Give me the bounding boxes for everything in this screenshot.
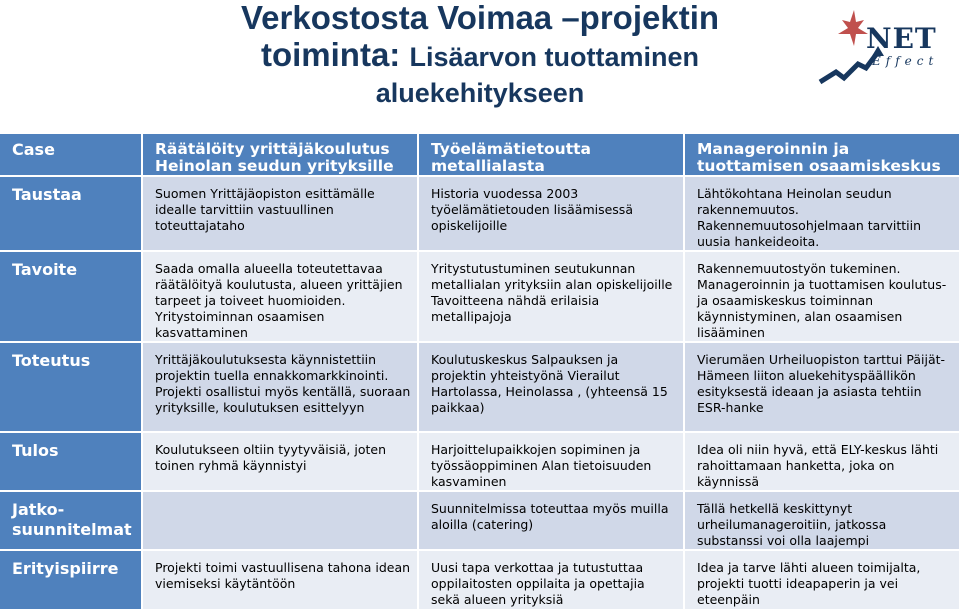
table-cell: Suomen Yrittäjäopiston esittämälle idealle tarvittiin vastuullinen toteuttajataho — [142, 176, 418, 251]
table-cell: Suunnitelmissa toteuttaa myös muilla aloilla (catering) — [418, 491, 684, 550]
table-row — [0, 432, 960, 491]
title-subtitle: Lisäarvon tuottaminen — [409, 42, 700, 72]
row-header: Taustaa — [0, 176, 142, 251]
table-cell: Idea ja tarve lähti alueen toimijalta, projekti tuotti ideapaperin ja vei eteenpäin — [684, 550, 960, 610]
row-header: Erityispiirre — [0, 550, 142, 610]
table-cell: Yrittäjäkoulutuksesta käynnistettiin projektin tuella ennakkomarkkinointi. Projekti osallistui myös kentällä, suoraan yrityksille, koulutuksen esittelyyn — [142, 342, 418, 432]
table-cell: Uusi tapa verkottaa ja tutustuttaa oppilaitosten oppilaita ja opettajia sekä alueen yrityksiä — [418, 550, 684, 610]
title-line-1: Verkostosta Voimaa –projektin — [240, 0, 720, 36]
table-cell: Historia vuodessa 2003 työelämätietouden lisäämisessä opiskelijoille — [418, 176, 684, 251]
table-row — [0, 342, 960, 432]
table-cell: Projekti toimi vastuullisena tahona idean viemiseksi käytäntöön — [142, 550, 418, 610]
table-cell: Harjoittelupaikkojen sopiminen ja työssäoppiminen Alan tietoisuuden kasvaminen — [418, 432, 684, 491]
column-header: Räätälöity yrittäjäkoulutus Heinolan seudun yrityksille — [142, 134, 418, 176]
table-cell: Rakennemuutostyön tukeminen. Manageroinnin ja tuottamisen koulutus- ja osaamiskeskus toiminnan käynnistyminen, alan osaamisen lisääminen — [684, 251, 960, 342]
page-title — [150, 0, 810, 110]
table-cell: Tällä hetkellä keskittynyt urheilumanageroitiin, jatkossa substanssi voi olla laajempi — [684, 491, 960, 550]
table-row — [0, 176, 960, 251]
logo-tagline: Effect — [872, 54, 939, 68]
table-row — [0, 491, 960, 550]
table-cell: Lähtökohtana Heinolan seudun rakennemuutos. Rakennemuutosohjelmaan tarvittiin uusia hankeideoita. — [684, 176, 960, 251]
row-header: Jatko-suunnitelmat — [0, 491, 142, 550]
logo-name: NET — [866, 22, 937, 55]
table-row — [0, 550, 960, 610]
column-header: Manageroinnin ja tuottamisen osaamiskeskus — [684, 134, 960, 176]
table-row — [0, 251, 960, 342]
table-header-row — [0, 134, 960, 176]
column-header: Työelämätietoutta metallialasta — [418, 134, 684, 176]
row-header: Tavoite — [0, 251, 142, 342]
table-cell: Idea oli niin hyvä, että ELY-keskus lähti rahoittamaan hanketta, joka on käynnissä — [684, 432, 960, 491]
table-cell: Koulutuskeskus Salpauksen ja projektin yhteistyönä Vierailut Hartolassa, Heinolassa , (yhteensä 15 paikkaa) — [418, 342, 684, 432]
title-main: toiminta: — [260, 36, 410, 73]
table-cell: Saada omalla alueella toteutettavaa räätälöityä koulutusta, alueen yrittäjien tarpeet ja toiveet huomioiden. Yritystoiminnan osaamisen kasvattaminen — [142, 251, 418, 342]
row-header: Toteutus — [0, 342, 142, 432]
table-cell: Koulutukseen oltiin tyytyväisiä, joten toinen ryhmä käynnistyi — [142, 432, 418, 491]
row-header: Tulos — [0, 432, 142, 491]
table-corner: Case — [0, 134, 142, 176]
table-cell: Vierumäen Urheiluopiston tarttui Päijät-Hämeen liiton aluekehityspäällikön esityksestä ideaan ja asiasta tehtiin ESR-hanke — [684, 342, 960, 432]
table-cell — [142, 491, 418, 550]
title-line-3: aluekehitykseen — [375, 78, 585, 108]
table-cell: Yritystutustuminen seutukunnan metallialan yrityksiin alan opiskelijoille Tavoitteena nähdä erilaisia metallipajoja — [418, 251, 684, 342]
title-line-2 — [150, 36, 810, 76]
comparison-table — [0, 134, 960, 611]
